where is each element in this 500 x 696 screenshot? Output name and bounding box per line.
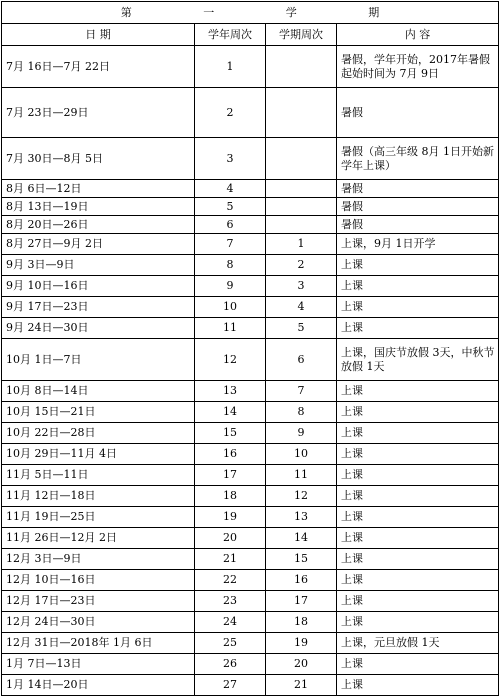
year-week-cell: 23 <box>195 591 266 612</box>
date-cell: 7月 30日—8月 5日 <box>2 138 195 180</box>
table-row <box>2 570 499 591</box>
date-cell: 10月 15日—21日 <box>2 402 195 423</box>
term-week-cell: 19 <box>266 633 337 654</box>
term-week-cell: 11 <box>266 465 337 486</box>
year-week-cell: 2 <box>195 88 266 138</box>
table-row <box>2 381 499 402</box>
year-week-cell: 9 <box>195 276 266 297</box>
table-row <box>2 297 499 318</box>
table-row <box>2 423 499 444</box>
term-week-cell: 8 <box>266 402 337 423</box>
year-week-cell: 16 <box>195 444 266 465</box>
date-cell: 8月 6日—12日 <box>2 180 195 198</box>
content-cell: 上课 <box>337 465 499 486</box>
date-cell: 8月 13日—19日 <box>2 198 195 216</box>
table-row <box>2 465 499 486</box>
term-week-cell: 2 <box>266 255 337 276</box>
term-week-cell: 13 <box>266 507 337 528</box>
content-cell: 上课 <box>337 612 499 633</box>
content-cell: 上课 <box>337 675 499 696</box>
date-cell: 12月 31日—2018年 1月 6日 <box>2 633 195 654</box>
content-cell: 暑假 <box>337 88 499 138</box>
content-cell: 上课 <box>337 591 499 612</box>
term-week-cell: 21 <box>266 675 337 696</box>
date-cell: 9月 3日—9日 <box>2 255 195 276</box>
date-cell: 7月 16日—7月 22日 <box>2 46 195 88</box>
year-week-cell: 1 <box>195 46 266 88</box>
term-week-cell <box>266 46 337 88</box>
year-week-cell: 13 <box>195 381 266 402</box>
term-week-cell: 5 <box>266 318 337 339</box>
table-row <box>2 549 499 570</box>
content-cell: 暑假 <box>337 180 499 198</box>
year-week-cell: 22 <box>195 570 266 591</box>
year-week-cell: 18 <box>195 486 266 507</box>
year-week-cell: 12 <box>195 339 266 381</box>
term-week-cell: 3 <box>266 276 337 297</box>
date-cell: 9月 24日—30日 <box>2 318 195 339</box>
table-row <box>2 402 499 423</box>
term-week-cell <box>266 138 337 180</box>
date-cell: 7月 23日—29日 <box>2 88 195 138</box>
content-cell: 上课 <box>337 528 499 549</box>
year-week-cell: 27 <box>195 675 266 696</box>
term-week-cell <box>266 180 337 198</box>
table-row <box>2 276 499 297</box>
year-week-cell: 10 <box>195 297 266 318</box>
date-cell: 12月 3日—9日 <box>2 549 195 570</box>
table-row <box>2 444 499 465</box>
table-row <box>2 528 499 549</box>
content-cell: 上课 <box>337 402 499 423</box>
date-cell: 8月 27日—9月 2日 <box>2 234 195 255</box>
year-week-cell: 6 <box>195 216 266 234</box>
table-row <box>2 612 499 633</box>
content-cell: 暑假 <box>337 216 499 234</box>
term-week-cell <box>266 198 337 216</box>
term-week-cell <box>266 216 337 234</box>
year-week-cell: 5 <box>195 198 266 216</box>
date-cell: 1月 14日—20日 <box>2 675 195 696</box>
date-cell: 12月 10日—16日 <box>2 570 195 591</box>
date-cell: 11月 5日—11日 <box>2 465 195 486</box>
term-week-cell: 10 <box>266 444 337 465</box>
date-cell: 12月 17日—23日 <box>2 591 195 612</box>
table-row <box>2 180 499 198</box>
header-year-week: 学年周次 <box>195 24 266 46</box>
title-row <box>2 2 499 24</box>
table-row <box>2 88 499 138</box>
table-row <box>2 234 499 255</box>
content-cell: 上课 <box>337 255 499 276</box>
term-week-cell: 4 <box>266 297 337 318</box>
term-week-cell: 20 <box>266 654 337 675</box>
year-week-cell: 20 <box>195 528 266 549</box>
content-cell: 上课 <box>337 318 499 339</box>
term-week-cell: 18 <box>266 612 337 633</box>
year-week-cell: 25 <box>195 633 266 654</box>
date-cell: 10月 22日—28日 <box>2 423 195 444</box>
table-row <box>2 46 499 88</box>
date-cell: 11月 12日—18日 <box>2 486 195 507</box>
header-content: 内 容 <box>337 24 499 46</box>
table-row <box>2 216 499 234</box>
year-week-cell: 8 <box>195 255 266 276</box>
date-cell: 10月 1日—7日 <box>2 339 195 381</box>
year-week-cell: 19 <box>195 507 266 528</box>
term-week-cell: 6 <box>266 339 337 381</box>
content-cell: 上课 <box>337 549 499 570</box>
table-row <box>2 507 499 528</box>
table-row <box>2 339 499 381</box>
table-row <box>2 318 499 339</box>
term-week-cell: 17 <box>266 591 337 612</box>
table-row <box>2 591 499 612</box>
date-cell: 8月 20日—26日 <box>2 216 195 234</box>
term-week-cell: 14 <box>266 528 337 549</box>
year-week-cell: 26 <box>195 654 266 675</box>
header-date: 日 期 <box>2 24 195 46</box>
content-cell: 上课 <box>337 444 499 465</box>
content-cell: 上课 <box>337 297 499 318</box>
table-title: 第 一 学 期 <box>2 2 499 24</box>
table-row <box>2 198 499 216</box>
year-week-cell: 4 <box>195 180 266 198</box>
table-row <box>2 675 499 696</box>
date-cell: 10月 29日—11月 4日 <box>2 444 195 465</box>
term-week-cell: 12 <box>266 486 337 507</box>
year-week-cell: 14 <box>195 402 266 423</box>
date-cell: 9月 10日—16日 <box>2 276 195 297</box>
content-cell: 上课 <box>337 507 499 528</box>
content-cell: 上课 <box>337 654 499 675</box>
date-cell: 10月 8日—14日 <box>2 381 195 402</box>
content-cell: 上课，9月 1日开学 <box>337 234 499 255</box>
term-week-cell <box>266 88 337 138</box>
table-row <box>2 654 499 675</box>
table-row <box>2 633 499 654</box>
content-cell: 暑假（高三年级 8月 1日开始新学年上课） <box>337 138 499 180</box>
year-week-cell: 3 <box>195 138 266 180</box>
date-cell: 11月 19日—25日 <box>2 507 195 528</box>
table-row <box>2 138 499 180</box>
content-cell: 上课 <box>337 570 499 591</box>
header-term-week: 学期周次 <box>266 24 337 46</box>
term-week-cell: 15 <box>266 549 337 570</box>
year-week-cell: 17 <box>195 465 266 486</box>
term-week-cell: 7 <box>266 381 337 402</box>
table-row <box>2 486 499 507</box>
content-cell: 暑假 <box>337 198 499 216</box>
year-week-cell: 24 <box>195 612 266 633</box>
header-row <box>2 24 499 46</box>
year-week-cell: 15 <box>195 423 266 444</box>
date-cell: 9月 17日—23日 <box>2 297 195 318</box>
content-cell: 上课，元旦放假 1天 <box>337 633 499 654</box>
content-cell: 上课 <box>337 423 499 444</box>
term-week-cell: 1 <box>266 234 337 255</box>
term-week-cell: 16 <box>266 570 337 591</box>
school-calendar-table <box>1 1 499 696</box>
content-cell: 暑假，学年开始，2017年暑假起始时间为 7月 9日 <box>337 46 499 88</box>
date-cell: 12月 24日—30日 <box>2 612 195 633</box>
content-cell: 上课 <box>337 381 499 402</box>
date-cell: 11月 26日—12月 2日 <box>2 528 195 549</box>
content-cell: 上课，国庆节放假 3天，中秋节放假 1天 <box>337 339 499 381</box>
content-cell: 上课 <box>337 486 499 507</box>
year-week-cell: 11 <box>195 318 266 339</box>
year-week-cell: 7 <box>195 234 266 255</box>
table-row <box>2 255 499 276</box>
year-week-cell: 21 <box>195 549 266 570</box>
content-cell: 上课 <box>337 276 499 297</box>
date-cell: 1月 7日—13日 <box>2 654 195 675</box>
term-week-cell: 9 <box>266 423 337 444</box>
table-body <box>2 46 499 696</box>
